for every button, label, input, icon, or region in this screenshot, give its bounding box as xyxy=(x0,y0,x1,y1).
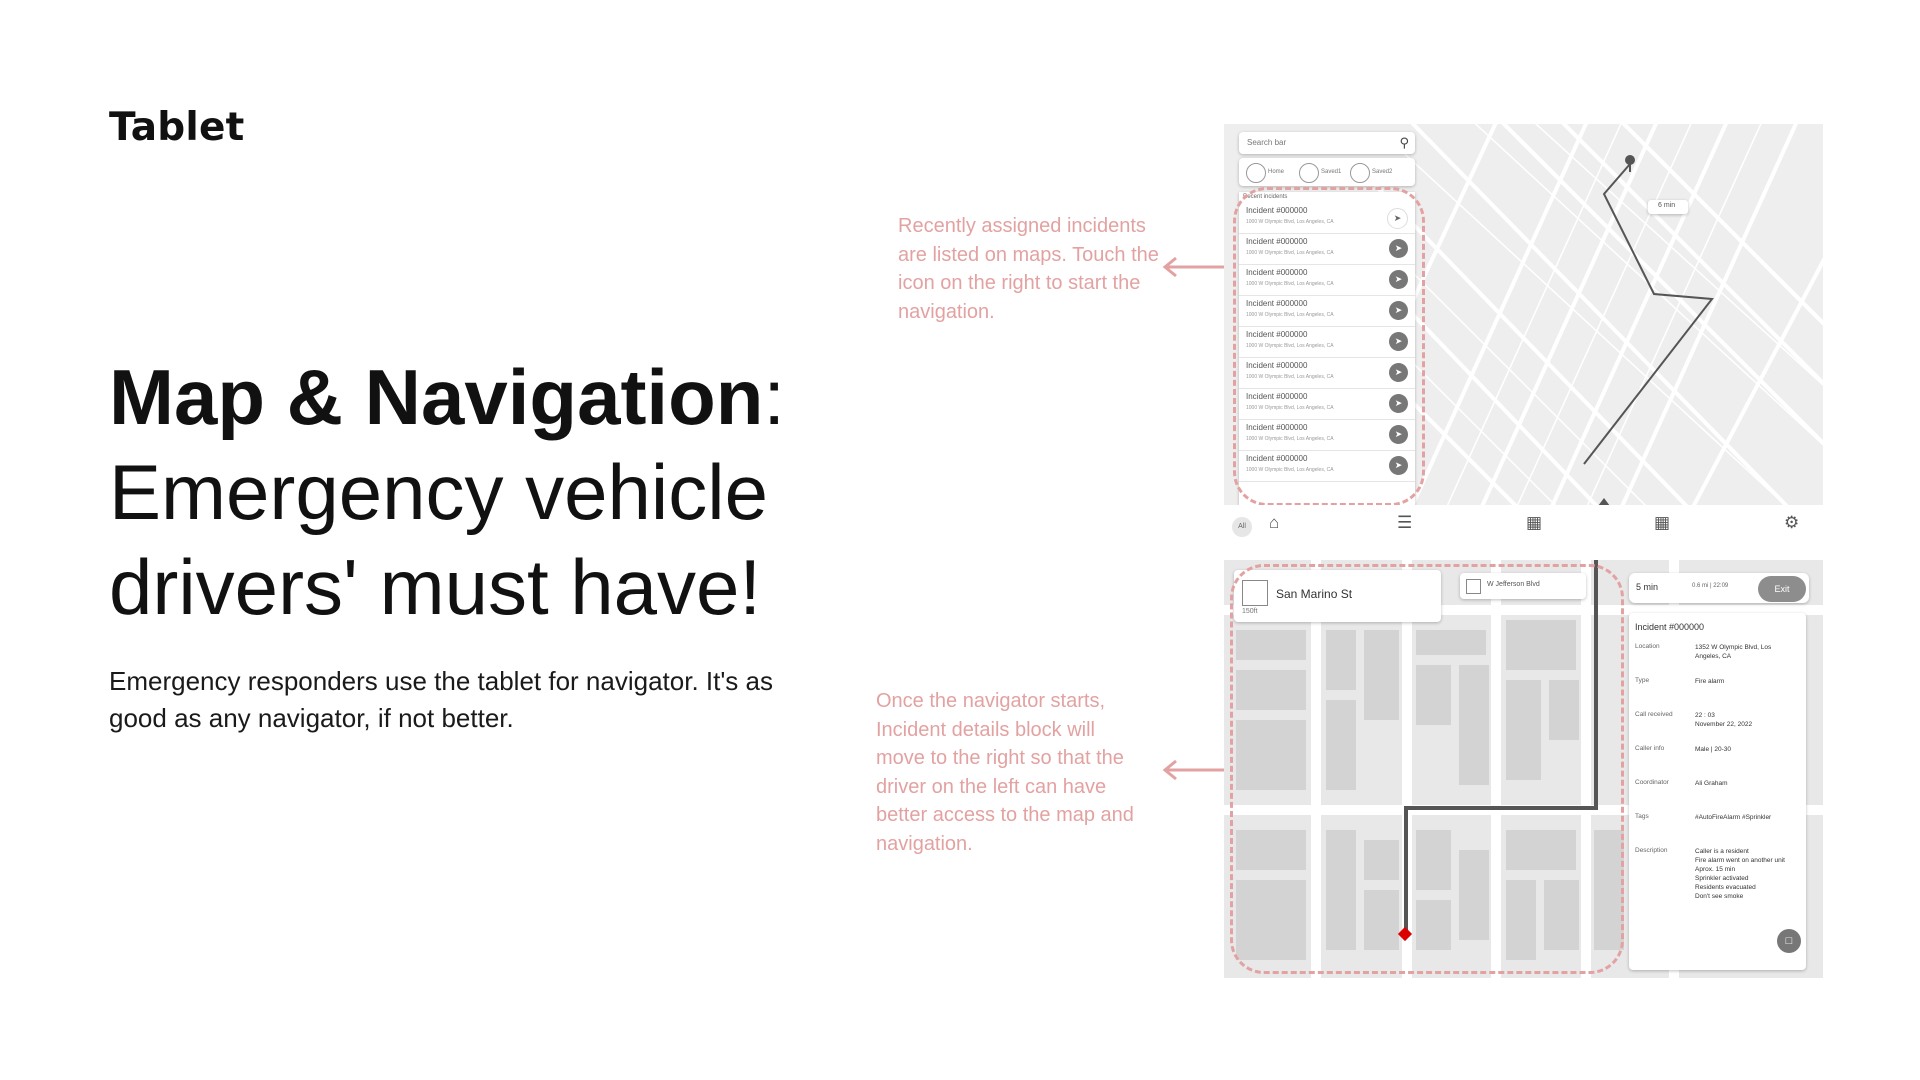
incident-details-title: Incident #000000 xyxy=(1635,622,1705,632)
saved-places xyxy=(1239,158,1415,186)
navigate-icon[interactable]: ➤ xyxy=(1389,425,1408,444)
headline-colon: : xyxy=(763,353,786,441)
incident-address: 1000 W Olympic Blvd, Los Angeles, CA xyxy=(1246,343,1334,349)
detail-key: Description xyxy=(1635,847,1668,854)
eta-detail: 0.6 mi | 22:09 xyxy=(1692,583,1729,589)
saved-chip-saved1[interactable] xyxy=(1299,163,1319,183)
distance-to-turn: 150ft xyxy=(1242,608,1258,615)
gear-icon[interactable]: ⚙ xyxy=(1784,513,1800,532)
current-street: San Marino St xyxy=(1276,587,1353,601)
next-street: W Jefferson Blvd xyxy=(1487,581,1540,588)
incident-title: Incident #000000 xyxy=(1246,392,1308,401)
map-icon[interactable]: ▦ xyxy=(1526,513,1543,532)
detail-key: Call received xyxy=(1635,711,1673,718)
description: Emergency responders use the tablet for navigator. It's as good as any navigator, if not better. xyxy=(109,666,773,733)
detail-value: 1352 W Olympic Blvd, Los Angeles, CA xyxy=(1695,644,1772,660)
incident-address: 1000 W Olympic Blvd, Los Angeles, CA xyxy=(1246,312,1334,318)
navigate-icon[interactable]: ➤ xyxy=(1387,208,1408,229)
highlight-recent-incidents xyxy=(1233,187,1425,505)
incident-address: 1000 W Olympic Blvd, Los Angeles, CA xyxy=(1246,219,1334,225)
saved-label-saved1: Saved1 xyxy=(1321,169,1342,175)
detail-value: Caller is a resident Fire alarm went on another unit Aprox. 15 min Sprinkler activated Residents evacuated Don't see smoke xyxy=(1695,848,1785,900)
incident-address: 1000 W Olympic Blvd, Los Angeles, CA xyxy=(1246,467,1334,473)
headline xyxy=(109,350,829,635)
incident-title: Incident #000000 xyxy=(1246,330,1308,339)
navigate-icon[interactable]: ➤ xyxy=(1389,363,1408,382)
detail-key: Caller info xyxy=(1635,745,1665,752)
saved-chip-saved2[interactable] xyxy=(1350,163,1370,183)
navigation-map[interactable] xyxy=(1224,560,1823,978)
detail-key: Location xyxy=(1635,643,1660,650)
eta-callout xyxy=(1648,200,1688,214)
detail-value: 22 : 03 November 22, 2022 xyxy=(1695,712,1753,728)
recent-incidents-label: Recent incidents xyxy=(1243,194,1288,200)
incident-title: Incident #000000 xyxy=(1246,237,1308,246)
saved-label-home: Home xyxy=(1268,169,1285,175)
detail-key: Coordinator xyxy=(1635,779,1669,786)
annotation-recent-incidents: Recently assigned incidents are listed on maps. Touch the icon on the right to start the navigation. xyxy=(898,215,1159,323)
saved-chip-home[interactable] xyxy=(1246,163,1266,183)
search-icon[interactable]: ⚲ xyxy=(1399,135,1409,150)
incident-address: 1000 W Olympic Blvd, Los Angeles, CA xyxy=(1246,436,1334,442)
incident-address: 1000 W Olympic Blvd, Los Angeles, CA xyxy=(1246,281,1334,287)
incident-title: Incident #000000 xyxy=(1246,454,1308,463)
headline-line2: Emergency vehicle xyxy=(109,448,768,536)
saved-label-saved2: Saved2 xyxy=(1372,169,1393,175)
incident-title: Incident #000000 xyxy=(1246,361,1308,370)
exit-button[interactable]: Exit xyxy=(1758,576,1806,602)
tab-all[interactable]: All xyxy=(1232,517,1252,537)
incident-address: 1000 W Olympic Blvd, Los Angeles, CA xyxy=(1246,405,1334,411)
search-placeholder: Search bar xyxy=(1247,138,1287,147)
navigate-icon[interactable]: ➤ xyxy=(1389,332,1408,351)
tab-bar xyxy=(1224,507,1823,543)
eta-callout-label: 6 min xyxy=(1658,202,1676,209)
navigate-icon[interactable]: ➤ xyxy=(1389,239,1408,258)
detail-value: #AutoFireAlarm #Sprinkler xyxy=(1695,814,1772,821)
incident-address: 1000 W Olympic Blvd, Los Angeles, CA xyxy=(1246,374,1334,380)
detail-value: Male | 20-30 xyxy=(1695,746,1732,753)
navigate-icon[interactable]: ➤ xyxy=(1389,394,1408,413)
navigate-icon[interactable]: ➤ xyxy=(1389,301,1408,320)
dashboard-icon[interactable]: ▦ xyxy=(1654,513,1671,532)
eta-minutes: 5 min xyxy=(1636,582,1659,592)
navigate-icon[interactable]: ➤ xyxy=(1389,456,1408,475)
incident-address: 1000 W Olympic Blvd, Los Angeles, CA xyxy=(1246,250,1334,256)
detail-key: Type xyxy=(1635,677,1650,684)
annotation-navigator: Once the navigator starts, Incident details block will move to the right so that the driver on the left can have better access to the map and navigation. xyxy=(876,690,1134,855)
incident-title: Incident #000000 xyxy=(1246,423,1308,432)
detail-key: Tags xyxy=(1635,813,1649,820)
search-bar[interactable] xyxy=(1239,132,1415,154)
section-label: Tablet xyxy=(109,105,245,150)
incident-title: Incident #000000 xyxy=(1246,206,1308,215)
incident-title: Incident #000000 xyxy=(1246,299,1308,308)
chat-icon[interactable]: □ xyxy=(1777,929,1801,953)
headline-line3: drivers' must have! xyxy=(109,543,762,631)
highlight-navigation-area xyxy=(1230,564,1624,974)
navigate-icon[interactable]: ➤ xyxy=(1389,270,1408,289)
detail-value: Fire alarm xyxy=(1695,678,1725,685)
incident-details-panel xyxy=(1629,613,1806,970)
home-icon[interactable]: ⌂ xyxy=(1269,513,1280,532)
incident-title: Incident #000000 xyxy=(1246,268,1308,277)
detail-value: Ali Graham xyxy=(1695,780,1728,787)
headline-bold: Map & Navigation xyxy=(109,353,764,441)
incident-list-map[interactable] xyxy=(1224,124,1823,505)
list-icon[interactable]: ☰ xyxy=(1397,513,1413,532)
